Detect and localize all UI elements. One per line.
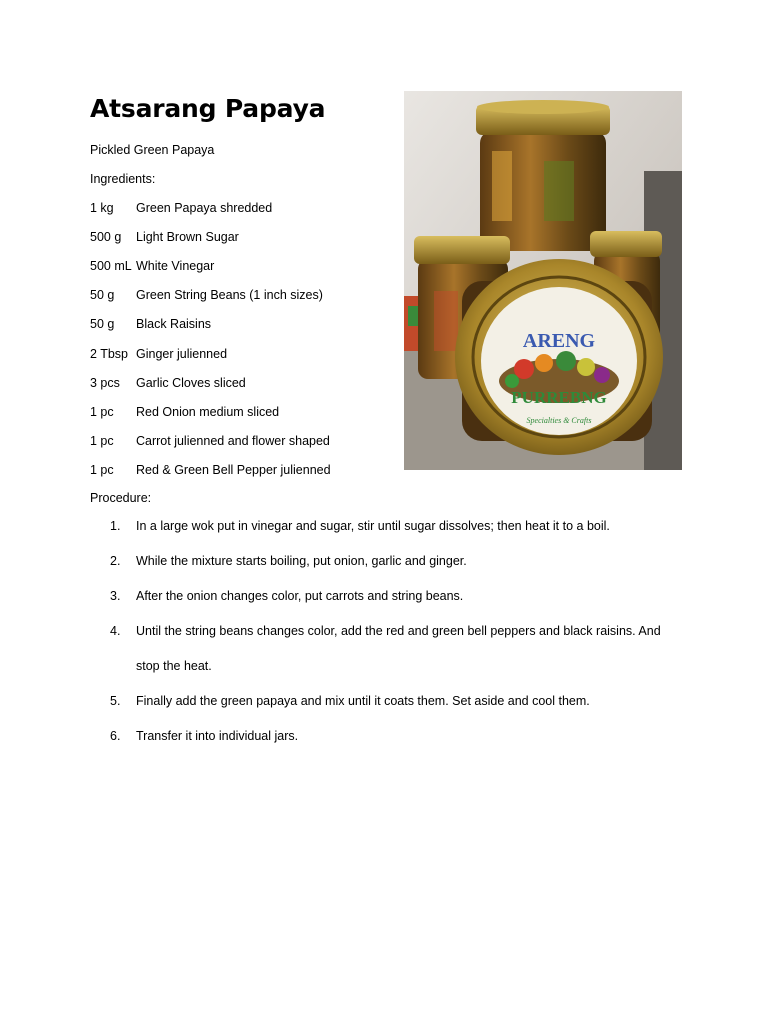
ingredient-row: [90, 259, 214, 273]
label-main-text: PURREBNG: [511, 388, 607, 407]
ingredient-qty: 1 kg: [90, 201, 114, 215]
ingredient-item: Ginger julienned: [136, 346, 228, 361]
ingredient-item: Red & Green Bell Pepper julienned: [136, 462, 331, 477]
ingredient-row: [90, 347, 227, 361]
ingredient-item: Light Brown Sugar: [136, 230, 239, 245]
step-number: 2.: [110, 554, 121, 568]
step-text: Until the string beans changes color, add the red and green bell peppers and black raisins. And: [136, 624, 661, 638]
ingredient-item: Green Papaya shredded: [136, 201, 273, 215]
ingredient-row: [90, 463, 331, 477]
step-number: 5.: [110, 694, 121, 708]
ingredients-heading: Ingredients:: [90, 172, 156, 186]
ingredient-item: Green String Beans (1 inch sizes): [136, 288, 323, 303]
ingredient-qty: 1 pc: [90, 404, 114, 419]
step-text: While the mixture starts boiling, put onion, garlic and ginger.: [136, 554, 467, 568]
step-number: 1.: [110, 519, 121, 533]
subtitle: Pickled Green Papaya: [90, 143, 215, 157]
product-photo: [404, 91, 682, 470]
procedure-heading: Procedure:: [90, 491, 152, 505]
ingredient-row: [90, 317, 211, 331]
step-text: stop the heat.: [136, 659, 212, 673]
ingredient-qty: 50 g: [90, 317, 115, 332]
ingredient-row: [90, 405, 279, 419]
step-text: In a large wok put in vinegar and sugar, stir until sugar dissolves; then heat it to a boil.: [136, 519, 610, 533]
label-bottom-text: Specialties & Crafts: [526, 416, 592, 425]
ingredient-row: [90, 288, 323, 302]
ingredient-item: White Vinegar: [136, 259, 215, 274]
step-number: 3.: [110, 589, 121, 603]
ingredient-qty: 500 mL: [90, 259, 132, 274]
step-text: After the onion changes color, put carrots and string beans.: [136, 589, 464, 603]
ingredient-qty: 1 pc: [90, 433, 114, 448]
ingredient-row: [90, 434, 330, 448]
ingredient-item: Black Raisins: [136, 317, 212, 332]
ingredient-qty: 500 g: [90, 230, 122, 245]
step-text: Finally add the green papaya and mix until it coats them. Set aside and cool them.: [136, 694, 590, 708]
ingredient-row: [90, 376, 246, 390]
step-number: 4.: [110, 624, 121, 638]
ingredient-item: Red Onion medium sliced: [136, 404, 280, 419]
step-text: Transfer it into individual jars.: [136, 729, 299, 743]
ingredient-row: [90, 230, 239, 244]
jars-illustration: [404, 91, 682, 470]
ingredient-item: Garlic Cloves sliced: [136, 375, 246, 390]
ingredient-qty: 1 pc: [90, 462, 114, 477]
step-number: 6.: [110, 729, 121, 743]
ingredient-qty: 2 Tbsp: [90, 346, 128, 361]
ingredient-row: [90, 201, 272, 215]
page-title: Atsarang Papaya: [90, 94, 326, 123]
ingredient-item: Carrot julienned and flower shaped: [136, 433, 330, 448]
ingredient-qty: 50 g: [90, 288, 115, 303]
label-top-text: ARENG: [522, 330, 596, 352]
ingredient-qty: 3 pcs: [90, 375, 120, 390]
